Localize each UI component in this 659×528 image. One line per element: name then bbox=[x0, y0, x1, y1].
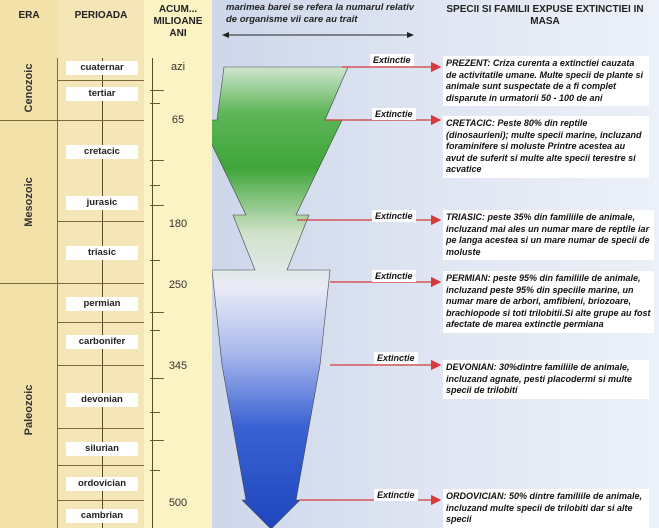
era-header: ERA bbox=[18, 10, 40, 21]
extinction-label: Extinctie bbox=[372, 270, 416, 282]
bar-size-note: marimea barei se refera la numarul relativ de organisme vii care au trait bbox=[226, 2, 414, 25]
age-label-azi: azi bbox=[170, 61, 186, 73]
age-label-65: 65 bbox=[171, 114, 185, 126]
period-cambrian: cambrian bbox=[66, 509, 138, 523]
species-header: SPECII SI FAMILII EXPUSE EXTINCTIEI IN MASA bbox=[446, 4, 644, 27]
age-label-500: 500 bbox=[168, 497, 188, 509]
age-label-345: 345 bbox=[168, 360, 188, 372]
period-ordovician: ordovician bbox=[66, 477, 138, 491]
event-permian: PERMIAN: peste 95% din familiile de animale, incluzand peste 95% din speciile marine, un numar mare de arbori, amfibieni, briozoare, brachiopode si toti trilobitii.Si alte grupe au fost afectate de marea extinctie permiana bbox=[443, 271, 654, 333]
extinction-label: Extinctie bbox=[372, 210, 416, 222]
age-label-250: 250 bbox=[168, 279, 188, 291]
period-tertiar: tertiar bbox=[66, 87, 138, 101]
era-label-mesozoic: Mesozoic bbox=[23, 177, 35, 227]
event-triasic: TRIASIC: peste 35% din familiile de animale, incluzand mai ales un numar mare de reptile iar pe langa acestea si un mare numar de specii de moluste bbox=[443, 210, 654, 260]
age-label-180: 180 bbox=[168, 218, 188, 230]
extinction-label: Extinctie bbox=[374, 489, 418, 501]
extinction-label: Extinctie bbox=[370, 54, 414, 66]
period-permian: permian bbox=[66, 297, 138, 311]
event-prezent: PREZENT: Criza curenta a extinctiei cauzata de activitatile umane. Multe specii de plante si animale sunt suspectate de a fi complet disparute in urmatorii 50 - 100 de ani bbox=[443, 56, 649, 106]
period-devonian: devonian bbox=[66, 393, 138, 407]
age-header: ACUM... MILIOANE ANI bbox=[153, 4, 203, 39]
period-header: PERIOADA bbox=[74, 10, 128, 21]
event-devonian: DEVONIAN: 30%dintre familiile de animale, incluzand agnate, pesti placodermi si multe specii de trilobiti bbox=[443, 360, 649, 399]
event-ordovician: ORDOVICIAN: 50% dintre familiile de animale, incluzand multe specii de trilobiti dar si alte specii bbox=[443, 489, 649, 528]
period-jurasic: jurasic bbox=[66, 196, 138, 210]
period-triasic: triasic bbox=[66, 246, 138, 260]
period-cretacic: cretacic bbox=[66, 145, 138, 159]
event-cretacic: CRETACIC: Peste 80% din reptile (dinosaurieni); multe specii marine, incluzand foraminifere si moluste Printre acestea au avut de suferit si multe alte specii terestre si acvatice bbox=[443, 116, 649, 178]
period-carbonifer: carbonifer bbox=[66, 335, 138, 349]
extinction-label: Extinctie bbox=[372, 108, 416, 120]
era-label-cenozoic: Cenozoic bbox=[23, 63, 35, 113]
extinction-label: Extinctie bbox=[374, 352, 418, 364]
period-silurian: silurian bbox=[66, 442, 138, 456]
period-cuaternar: cuaternar bbox=[66, 61, 138, 75]
era-label-paleozoic: Paleozoic bbox=[23, 384, 35, 436]
